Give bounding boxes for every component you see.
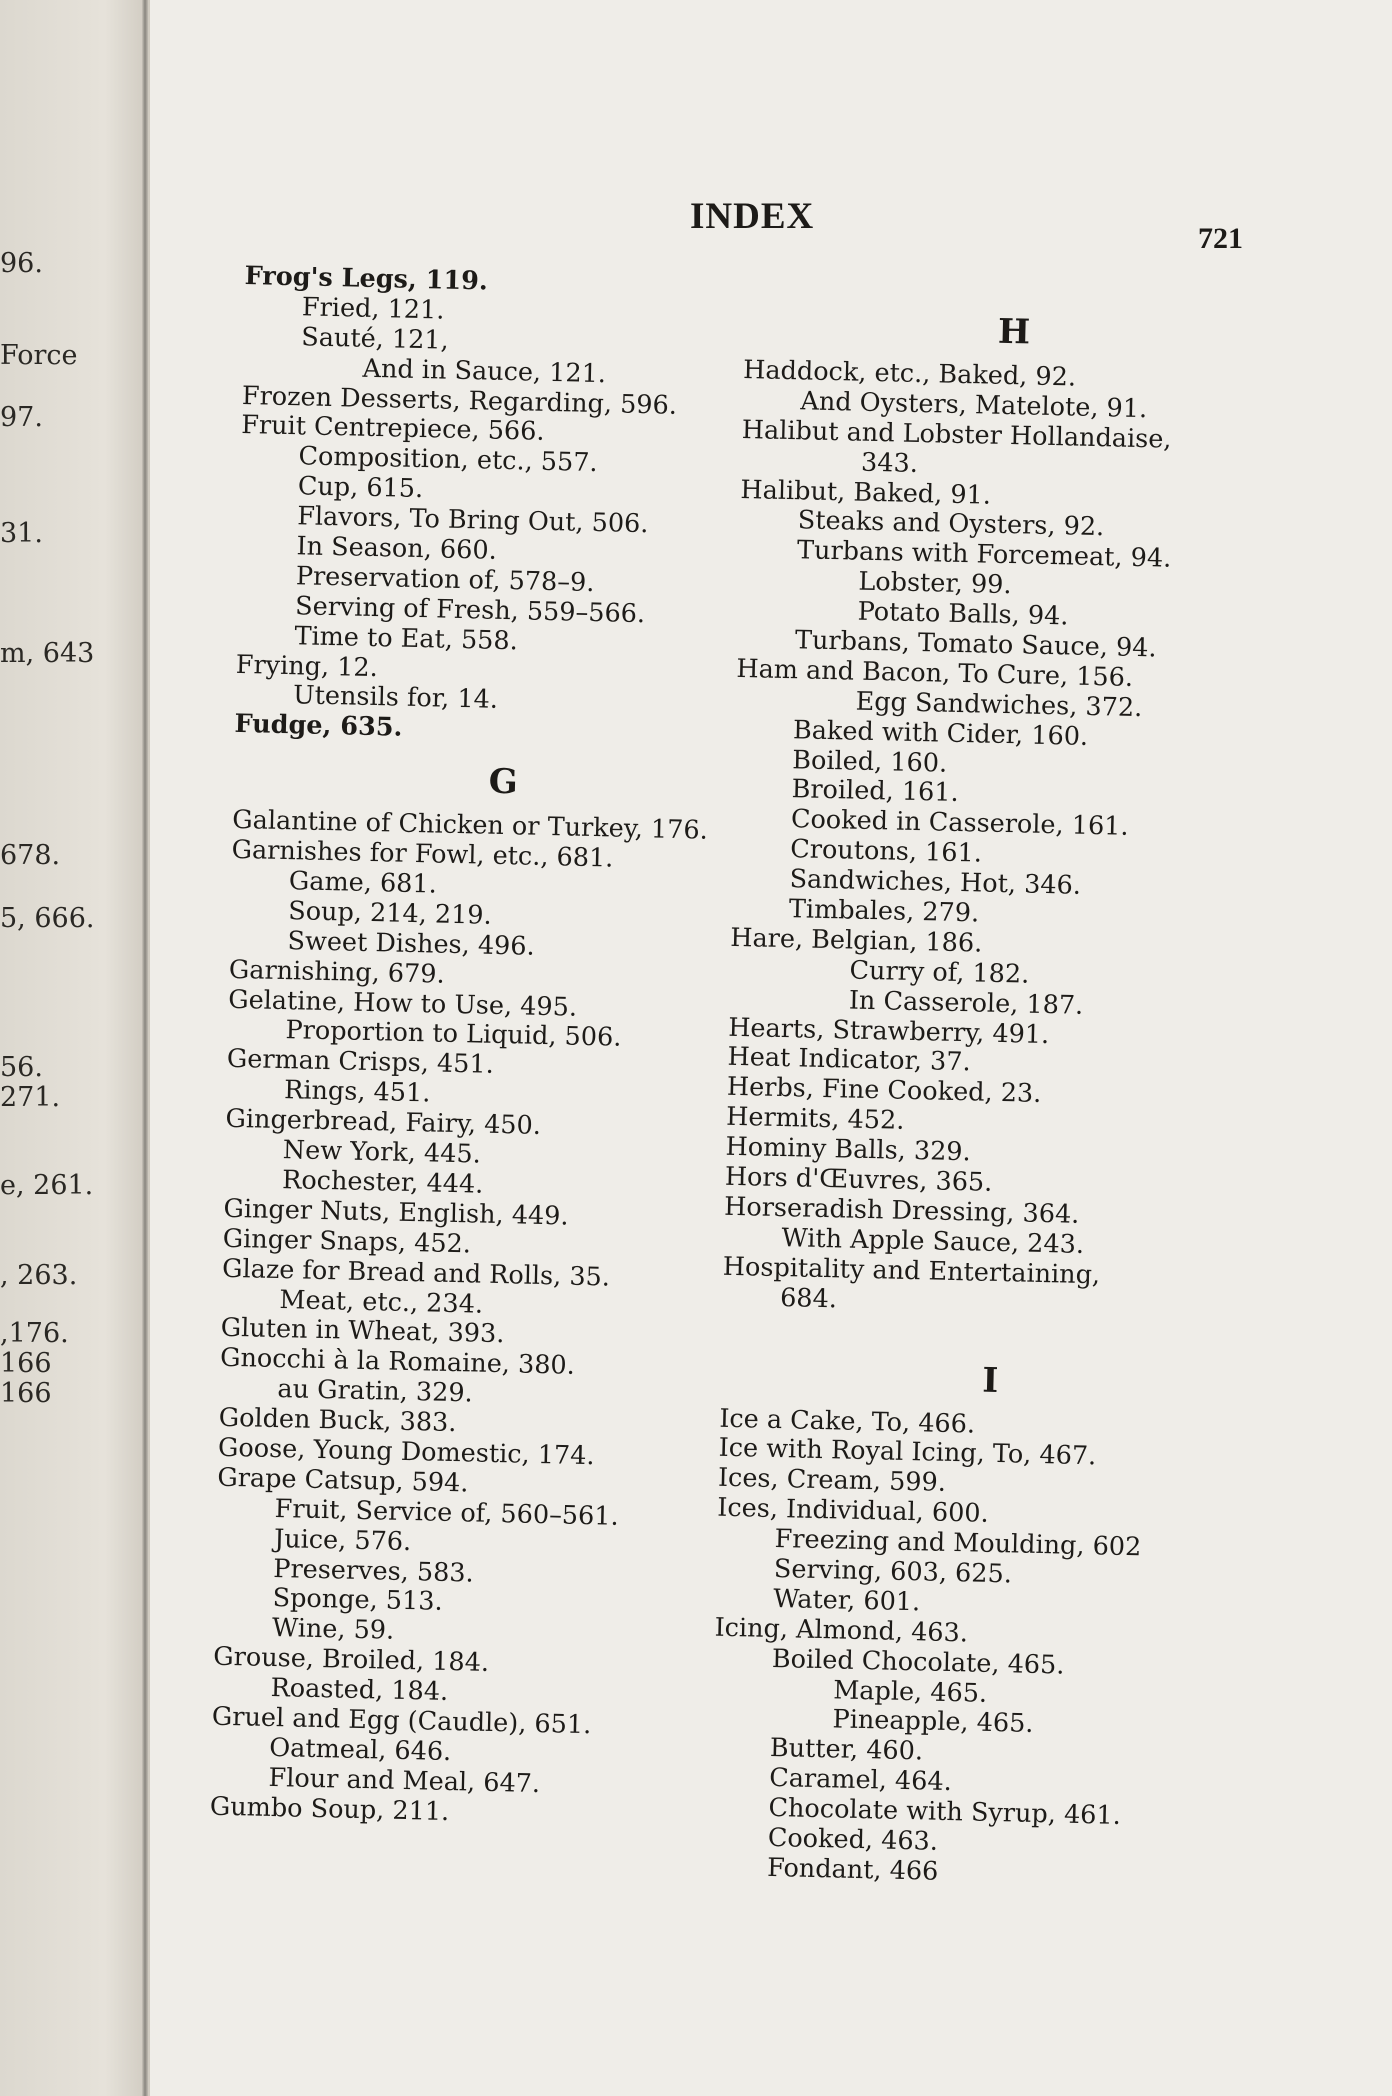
index-subentry: Timbales, 279. bbox=[788, 894, 980, 929]
index-subentry: Sponge, 513. bbox=[272, 1583, 443, 1618]
index-entry: Grape Catsup, 594. bbox=[217, 1462, 469, 1499]
index-entry: Glaze for Bread and Rolls, 35. bbox=[221, 1253, 611, 1293]
index-subentry: Flavors, To Bring Out, 506. bbox=[296, 501, 649, 540]
index-subentry: Butter, 460. bbox=[769, 1733, 924, 1767]
index-subentry: Cooked in Casserole, 161. bbox=[790, 804, 1129, 843]
index-entry: Hearts, Strawberry, 491. bbox=[727, 1012, 1050, 1050]
index-subentry: Baked with Cider, 160. bbox=[792, 714, 1089, 752]
index-entry: German Crisps, 451. bbox=[226, 1044, 495, 1081]
page-number: 721 bbox=[1198, 222, 1243, 255]
index-entry: Icing, Almond, 463. bbox=[714, 1612, 969, 1649]
index-subentry: Preservation of, 578–9. bbox=[295, 561, 595, 598]
index-entry: Hospitality and Entertaining, bbox=[722, 1251, 1101, 1291]
index-column-right bbox=[709, 290, 1285, 1895]
index-subentry: Serving, 603, 625. bbox=[773, 1553, 1013, 1590]
index-entry: Frozen Desserts, Regarding, 596. bbox=[241, 380, 678, 421]
index-entry: Hominy Balls, 329. bbox=[725, 1131, 972, 1168]
index-entry: Fudge, 635. bbox=[234, 709, 403, 744]
index-entry: Heat Indicator, 37. bbox=[727, 1042, 971, 1078]
index-subentry: Meat, etc., 234. bbox=[279, 1284, 484, 1320]
index-subentry: Game, 681. bbox=[288, 866, 438, 900]
index-subentry: With Apple Sauce, 243. bbox=[781, 1222, 1085, 1260]
index-subentry: 684. bbox=[779, 1282, 838, 1314]
page-title: INDEX bbox=[690, 196, 815, 237]
margin-fragment: 271. bbox=[0, 1082, 61, 1113]
index-subentry: Lobster, 99. bbox=[858, 566, 1012, 601]
index-entry: Horseradish Dressing, 364. bbox=[723, 1191, 1080, 1230]
index-subentry: Sweet Dishes, 496. bbox=[287, 925, 535, 962]
index-subentry: Rochester, 444. bbox=[281, 1165, 484, 1200]
index-subentry: And in Sauce, 121. bbox=[362, 353, 607, 389]
index-entry: Gumbo Soup, 211. bbox=[209, 1791, 450, 1827]
index-entry: Ginger Nuts, English, 449. bbox=[223, 1193, 569, 1232]
margin-fragment: m, 643 bbox=[0, 638, 95, 669]
index-subentry: Curry of, 182. bbox=[849, 955, 1030, 990]
index-subentry: Croutons, 161. bbox=[789, 834, 983, 869]
section-letter: I bbox=[981, 1360, 999, 1401]
index-entry: Hare, Belgian, 186. bbox=[729, 922, 983, 959]
index-subentry: au Gratin, 329. bbox=[277, 1374, 474, 1409]
index-subentry: Fried, 121. bbox=[301, 292, 445, 326]
index-subentry: Proportion to Liquid, 506. bbox=[285, 1015, 622, 1054]
index-subentry: Cup, 615. bbox=[297, 471, 424, 505]
index-entry: Gnocchi à la Romaine, 380. bbox=[219, 1343, 576, 1382]
index-subentry: Sauté, 121, bbox=[300, 322, 450, 356]
index-subentry: Potato Balls, 94. bbox=[857, 596, 1069, 632]
margin-fragment: 96. bbox=[0, 248, 43, 279]
index-subentry: Soup, 214, 219. bbox=[287, 896, 493, 931]
index-entry: Halibut and Lobster Hollandaise, bbox=[741, 414, 1172, 455]
index-subentry: New York, 445. bbox=[282, 1135, 482, 1170]
facing-page-edge bbox=[0, 0, 150, 2096]
index-entry: Frog's Legs, 119. bbox=[244, 261, 489, 297]
margin-fragment: , 263. bbox=[0, 1260, 78, 1291]
index-entry: Ham and Bacon, To Cure, 156. bbox=[736, 653, 1134, 693]
index-subentry: In Season, 660. bbox=[296, 531, 498, 566]
margin-fragment: e, 261. bbox=[0, 1170, 94, 1201]
index-entry: Fruit Centrepiece, 566. bbox=[240, 410, 545, 448]
margin-fragment: 56. bbox=[0, 1052, 43, 1083]
index-entry: Ice a Cake, To, 466. bbox=[719, 1403, 976, 1440]
index-subentry: Fondant, 466 bbox=[766, 1852, 939, 1887]
index-subentry: Preserves, 583. bbox=[273, 1553, 475, 1589]
section-letter: H bbox=[997, 311, 1031, 353]
index-entry: Frying, 12. bbox=[235, 649, 379, 683]
index-subentry: Juice, 576. bbox=[273, 1523, 412, 1557]
index-entry: Ice with Royal Icing, To, 467. bbox=[718, 1433, 1097, 1472]
index-entry: Herbs, Fine Cooked, 23. bbox=[726, 1072, 1042, 1110]
index-subentry: Wine, 59. bbox=[271, 1613, 395, 1647]
index-subentry: And Oysters, Matelote, 91. bbox=[800, 386, 1148, 425]
index-subentry: Oatmeal, 646. bbox=[268, 1732, 452, 1767]
index-subentry: Turbans, Tomato Sauce, 94. bbox=[794, 625, 1157, 664]
index-entry: Gluten in Wheat, 393. bbox=[220, 1313, 505, 1350]
index-subentry: 343. bbox=[860, 447, 919, 479]
index-subentry: Composition, etc., 557. bbox=[298, 441, 598, 479]
margin-fragment: 166 bbox=[0, 1378, 52, 1409]
margin-fragment: ,176. bbox=[0, 1318, 69, 1349]
index-subentry: Serving of Fresh, 559–566. bbox=[294, 591, 646, 629]
index-subentry: Turbans with Forcemeat, 94. bbox=[796, 535, 1172, 575]
index-subentry: Rings, 451. bbox=[283, 1075, 431, 1109]
index-entry: Halibut, Baked, 91. bbox=[740, 474, 992, 511]
index-subentry: Chocolate with Syrup, 461. bbox=[768, 1793, 1122, 1831]
index-subentry: Water, 601. bbox=[772, 1583, 921, 1618]
margin-fragment: 5, 666. bbox=[0, 903, 95, 934]
index-subentry: Flour and Meal, 647. bbox=[268, 1762, 541, 1799]
index-entry: Haddock, etc., Baked, 92. bbox=[742, 354, 1077, 393]
index-subentry: Sandwiches, Hot, 346. bbox=[789, 864, 1082, 901]
index-subentry: Freezing and Moulding, 602 bbox=[774, 1524, 1142, 1563]
index-entry: Goose, Young Domestic, 174. bbox=[217, 1432, 595, 1472]
index-entry: Garnishing, 679. bbox=[228, 954, 445, 990]
index-entry: Gruel and Egg (Caudle), 651. bbox=[211, 1701, 592, 1741]
index-entry: Gelatine, How to Use, 495. bbox=[227, 984, 578, 1023]
index-entry: Ices, Individual, 600. bbox=[717, 1492, 990, 1530]
index-subentry: Egg Sandwiches, 372. bbox=[855, 686, 1143, 723]
margin-fragment: Force bbox=[0, 340, 78, 371]
index-subentry: Roasted, 184. bbox=[270, 1673, 449, 1708]
margin-fragment: 31. bbox=[0, 518, 43, 549]
index-subentry: Maple, 465. bbox=[832, 1674, 988, 1709]
index-entry: Garnishes for Fowl, etc., 681. bbox=[231, 834, 614, 874]
index-entry: Ginger Snaps, 452. bbox=[222, 1223, 472, 1260]
index-entry: Hermits, 452. bbox=[725, 1102, 905, 1137]
index-subentry: In Casserole, 187. bbox=[848, 985, 1084, 1021]
index-subentry: Boiled, 160. bbox=[792, 744, 948, 779]
index-subentry: Fruit, Service of, 560–561. bbox=[274, 1493, 619, 1532]
index-subentry: Time to Eat, 558. bbox=[294, 620, 519, 656]
margin-fragment: 166 bbox=[0, 1348, 52, 1379]
index-column-left bbox=[210, 262, 785, 1834]
index-subentry: Broiled, 161. bbox=[791, 774, 959, 809]
index-subentry: Caramel, 464. bbox=[768, 1763, 953, 1798]
index-subentry: Boiled Chocolate, 465. bbox=[771, 1643, 1065, 1681]
index-subentry: Pineapple, 465. bbox=[832, 1704, 1034, 1740]
index-entry: Gingerbread, Fairy, 450. bbox=[225, 1103, 542, 1142]
margin-fragment: 97. bbox=[0, 402, 43, 433]
index-entry: Grouse, Broiled, 184. bbox=[213, 1641, 490, 1679]
section-letter: G bbox=[488, 761, 519, 803]
index-entry: Golden Buck, 383. bbox=[218, 1402, 457, 1439]
index-subentry: Cooked, 463. bbox=[767, 1822, 939, 1857]
book-gutter bbox=[142, 0, 148, 2096]
index-entry: Ices, Cream, 599. bbox=[717, 1462, 947, 1499]
margin-fragment: 678. bbox=[0, 840, 61, 871]
index-subentry: Utensils for, 14. bbox=[292, 680, 499, 716]
index-entry: Galantine of Chicken or Turkey, 176. bbox=[231, 805, 709, 846]
index-subentry: Steaks and Oysters, 92. bbox=[797, 505, 1105, 543]
index-entry: Hors d'Œuvres, 365. bbox=[724, 1161, 993, 1198]
